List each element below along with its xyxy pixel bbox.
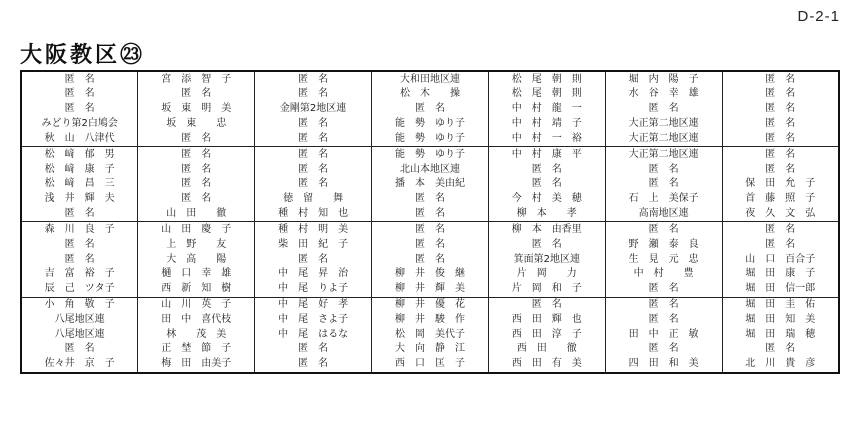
donor-name-cell: 柳 井 優 花 (372, 297, 489, 312)
donor-name-cell: 匿 名 (722, 147, 839, 162)
donor-name-cell: 匿 名 (605, 222, 722, 237)
donor-name-cell: 松 尾 朝 則 (488, 71, 605, 87)
donor-name-cell: 梅 田 由美子 (138, 357, 255, 373)
donor-name-cell: 中 村 豊 (605, 267, 722, 282)
donor-name-cell: 浅 井 輝 夫 (44, 193, 115, 205)
donor-name-cell: 柳 本 由香里 (488, 222, 605, 237)
table-row (21, 192, 839, 207)
donor-name-cell: 大正第二地区連 (605, 117, 722, 132)
donor-name-cell: 匿 名 (605, 102, 722, 117)
table-row (21, 267, 839, 282)
donor-name-cell: 匿 名 (64, 207, 95, 219)
donor-name-cell: 匿 名 (138, 147, 255, 162)
donor-name-cell: 夜 久 文 弘 (722, 207, 839, 222)
donor-name-cell: 種 村 明 美 (255, 222, 372, 237)
table-row (21, 71, 839, 87)
donor-name-cell: 匿 名 (64, 73, 95, 85)
donor-name-cell: 大正第二地区連 (605, 147, 722, 162)
donor-name-cell: 匿 名 (605, 282, 722, 297)
donor-name-table (20, 70, 840, 374)
donor-name-cell: 匿 名 (255, 252, 372, 267)
donor-name-cell: みどり第2白鳩会 (41, 117, 118, 129)
table-row (21, 342, 839, 357)
donor-name-cell: 松 﨑 郁 男 (21, 147, 138, 162)
donor-name-cell: 石 上 美保子 (605, 192, 722, 207)
donor-name-cell: 松 尾 朝 則 (488, 87, 605, 102)
table-row (21, 177, 839, 192)
table-row (21, 297, 839, 312)
donor-name-cell: 柳 井 輝 美 (372, 282, 489, 297)
donor-name-cell: 匿 名 (488, 297, 605, 312)
table-row (21, 131, 839, 146)
donor-name-cell: 匿 名 (372, 237, 489, 252)
donor-name-cell: 保 田 允 子 (722, 177, 839, 192)
donor-name-cell: 八尾地区連 (54, 313, 105, 325)
donor-name-cell: 匿 名 (722, 131, 839, 146)
donor-name-cell: 大和田地区連 (372, 71, 489, 87)
donor-name-cell: 生 見 元 忠 (605, 252, 722, 267)
donor-name-cell: 匿 名 (255, 147, 372, 162)
donor-name-cell: 種 村 知 也 (255, 207, 372, 222)
donor-name-cell: 匿 名 (138, 162, 255, 177)
donor-name-cell: 匿 名 (255, 177, 372, 192)
donor-name-cell: 匿 名 (372, 222, 489, 237)
donor-name-cell: 匿 名 (722, 102, 839, 117)
table-row (21, 147, 839, 162)
donor-name-cell: 中 村 龍 一 (488, 102, 605, 117)
donor-name-cell: 坂 東 明 美 (138, 102, 255, 117)
donor-name-cell: 正 埜 節 子 (138, 342, 255, 357)
donor-name-cell: 八尾地区連 (54, 328, 105, 340)
table-row (21, 357, 839, 373)
donor-name-cell: 今 村 美 穂 (488, 192, 605, 207)
donor-name-cell: 匿 名 (64, 253, 95, 265)
donor-name-cell: 松 木 操 (372, 87, 489, 102)
donor-name-cell: 堀 田 信一郎 (722, 282, 839, 297)
donor-name-cell: 田 中 喜代枝 (138, 312, 255, 327)
donor-name-cell: 匿 名 (372, 102, 489, 117)
donor-name-cell: 匿 名 (605, 177, 722, 192)
donor-name-cell: 秋 山 八津代 (44, 132, 115, 144)
donor-name-cell: 播 本 美由紀 (372, 177, 489, 192)
donor-name-cell: 片 岡 和 子 (488, 282, 605, 297)
donor-name-cell: 中 尾 はるな (255, 327, 372, 342)
donor-name-cell: 箕面第2地区連 (488, 252, 605, 267)
donor-name-cell: 松 﨑 昌 三 (44, 178, 115, 190)
donor-name-cell: 片 岡 力 (488, 267, 605, 282)
donor-name-cell: 匿 名 (605, 297, 722, 312)
donor-name-cell: 徳 留 舞 (255, 192, 372, 207)
donor-name-cell: 能 勢 ゆり子 (372, 131, 489, 146)
donor-name-cell: 匿 名 (722, 71, 839, 87)
donor-name-cell: 匿 名 (372, 207, 489, 222)
donor-name-cell: 匿 名 (64, 343, 95, 355)
table-row (21, 207, 839, 222)
table-row (21, 312, 839, 327)
donor-name-cell: 匿 名 (488, 162, 605, 177)
donor-name-cell: 森 川 良 子 (21, 222, 138, 237)
donor-name-cell: 堀 田 知 美 (722, 312, 839, 327)
donor-name-cell: 山 川 英 子 (138, 297, 255, 312)
donor-name-cell: 匿 名 (722, 222, 839, 237)
donor-name-cell: 匿 名 (64, 88, 95, 100)
donor-name-cell: 堀 内 陽 子 (605, 71, 722, 87)
donor-name-cell: 柳 本 孝 (488, 207, 605, 222)
donor-name-cell: 中 村 靖 子 (488, 117, 605, 132)
table-row (21, 222, 839, 237)
donor-name-cell: 山 口 百合子 (722, 252, 839, 267)
donor-name-cell: 西 田 淳 子 (488, 327, 605, 342)
donor-name-cell: 匿 名 (138, 131, 255, 146)
donor-name-cell: 匿 名 (255, 131, 372, 146)
donor-name-cell: 匿 名 (488, 177, 605, 192)
table-row (21, 327, 839, 342)
donor-name-cell: 匿 名 (372, 192, 489, 207)
donor-name-cell: 西 田 有 美 (488, 357, 605, 373)
donor-name-cell: 柴 田 紀 子 (255, 237, 372, 252)
donor-name-cell: 匿 名 (255, 357, 372, 373)
donor-name-cell: 柳 井 駿 作 (372, 312, 489, 327)
donor-name-cell: 松 岡 美代子 (372, 327, 489, 342)
donor-name-cell: 中 尾 りよ子 (255, 282, 372, 297)
table-row (21, 237, 839, 252)
donor-name-cell: 金剛第2地区連 (255, 102, 372, 117)
donor-name-cell: 吉 富 裕 子 (44, 268, 115, 280)
donor-name-cell: 樋 口 幸 雄 (138, 267, 255, 282)
donor-name-cell: 田 中 正 敏 (605, 327, 722, 342)
table-row (21, 87, 839, 102)
donor-name-cell: 大正第二地区連 (605, 131, 722, 146)
donor-name-cell: 佐々井 京 子 (44, 358, 115, 370)
donor-name-cell: 匿 名 (64, 103, 95, 115)
donor-name-cell: 四 田 和 美 (605, 357, 722, 373)
table-row (21, 102, 839, 117)
donor-name-cell: 匿 名 (138, 192, 255, 207)
donor-name-cell: 西 新 知 樹 (138, 282, 255, 297)
donor-name-cell: 匿 名 (488, 237, 605, 252)
donor-name-cell: 西 口 匡 子 (372, 357, 489, 373)
donor-name-cell: 堀 田 康 子 (722, 267, 839, 282)
donor-name-cell: 中 村 一 裕 (488, 131, 605, 146)
donor-name-cell: 西 田 徹 (488, 342, 605, 357)
donor-name-cell: 山 田 徹 (138, 207, 255, 222)
donor-name-cell: 匿 名 (255, 87, 372, 102)
donor-name-cell: 坂 東 忠 (138, 117, 255, 132)
donor-name-cell: 堀 田 圭 佑 (722, 297, 839, 312)
donor-name-cell: 匿 名 (372, 252, 489, 267)
table-row (21, 252, 839, 267)
donor-name-cell: 匿 名 (605, 162, 722, 177)
donor-name-cell: 匿 名 (138, 177, 255, 192)
donor-name-cell: 水 谷 幸 雄 (605, 87, 722, 102)
donor-name-cell: 柳 井 俊 継 (372, 267, 489, 282)
donor-name-cell: 中 尾 さよ子 (255, 312, 372, 327)
donor-name-cell: 中 尾 好 孝 (255, 297, 372, 312)
table-row (21, 117, 839, 132)
donor-name-cell: 北 川 貴 彦 (722, 357, 839, 373)
donor-name-cell: 林 茂 美 (138, 327, 255, 342)
donor-name-cell: 匿 名 (605, 342, 722, 357)
donor-name-cell: 北山本地区連 (372, 162, 489, 177)
donor-name-cell: 大 向 静 江 (372, 342, 489, 357)
donor-name-cell: 能 勢 ゆり子 (372, 147, 489, 162)
donor-name-cell: 匿 名 (64, 238, 95, 250)
donor-name-cell: 上 野 友 (138, 237, 255, 252)
donor-name-cell: 匿 名 (255, 117, 372, 132)
page-title: 大阪教区㉓ (20, 43, 146, 68)
donor-name-cell: 匿 名 (255, 71, 372, 87)
donor-name-cell: 匿 名 (722, 237, 839, 252)
donor-name-cell: 野 瀬 泰 良 (605, 237, 722, 252)
donor-name-cell: 小 角 敬 子 (21, 297, 138, 312)
donor-name-cell: 首 藤 照 子 (722, 192, 839, 207)
donor-name-cell: 匿 名 (605, 312, 722, 327)
donor-name-cell: 堀 田 瑞 穂 (722, 327, 839, 342)
donor-name-cell: 匿 名 (138, 87, 255, 102)
table-row (21, 162, 839, 177)
donor-name-cell: 匿 名 (722, 342, 839, 357)
donor-name-cell: 大 高 陽 (138, 252, 255, 267)
donor-name-cell: 西 田 輝 也 (488, 312, 605, 327)
table-row (21, 282, 839, 297)
donor-name-cell: 匿 名 (722, 87, 839, 102)
donor-name-cell: 山 田 慶 子 (138, 222, 255, 237)
donor-name-cell: 中 村 康 平 (488, 147, 605, 162)
donor-name-cell: 辰 己 ツタ子 (44, 283, 115, 295)
donor-name-cell: 匿 名 (255, 162, 372, 177)
donor-name-cell: 匿 名 (722, 117, 839, 132)
donor-name-cell: 中 尾 昇 治 (255, 267, 372, 282)
page-code: D-2-1 (797, 8, 840, 25)
donor-name-cell: 能 勢 ゆり子 (372, 117, 489, 132)
donor-name-cell: 高南地区連 (605, 207, 722, 222)
donor-name-cell: 匿 名 (722, 162, 839, 177)
donor-name-cell: 宮 添 智 子 (138, 71, 255, 87)
donor-name-cell: 松 﨑 康 子 (44, 163, 115, 175)
donor-name-cell: 匿 名 (255, 342, 372, 357)
